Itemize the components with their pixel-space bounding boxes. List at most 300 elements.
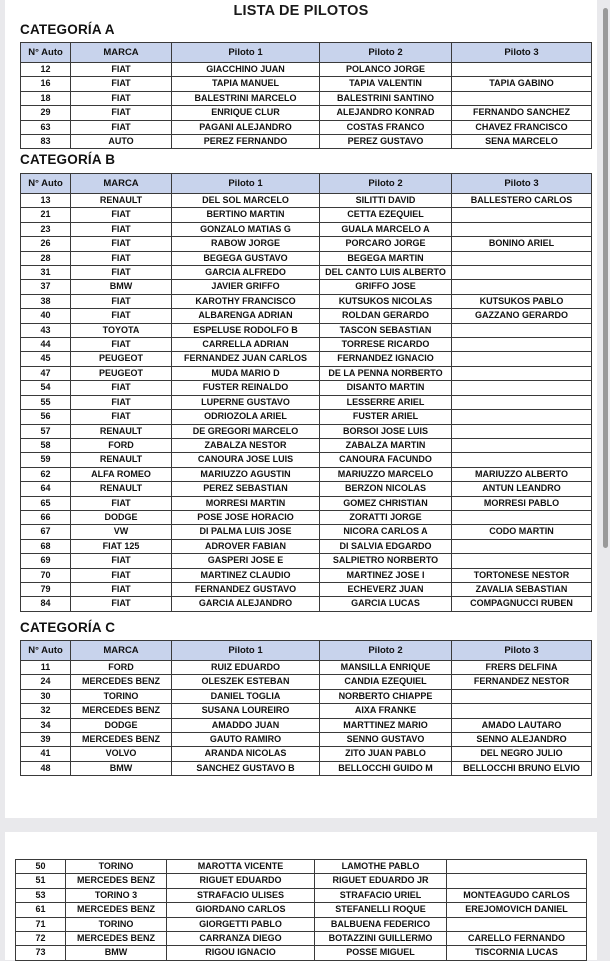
- brand-cell: RENAULT: [71, 453, 172, 467]
- pilot-3-cell: [452, 63, 592, 77]
- pilot-2-cell: GRIFFO JOSE: [320, 280, 452, 294]
- pilot-3-cell: [447, 917, 587, 931]
- table-row: [21, 438, 592, 452]
- car-number-cell: 66: [21, 510, 71, 524]
- pilot-1-cell: FUSTER REINALDO: [172, 381, 320, 395]
- pilot-2-cell: TORRESE RICARDO: [320, 338, 452, 352]
- car-number-cell: 44: [21, 338, 71, 352]
- pilot-1-cell: BERTINO MARTIN: [172, 208, 320, 222]
- car-number-cell: 29: [21, 106, 71, 120]
- pilot-2-cell: NICORA CARLOS A: [320, 525, 452, 539]
- table-row: [21, 194, 592, 208]
- pilot-2-cell: SILITTI DAVID: [320, 194, 452, 208]
- table-row: [21, 366, 592, 380]
- car-number-cell: 30: [21, 689, 71, 703]
- pilot-3-cell: [452, 424, 592, 438]
- brand-cell: FIAT: [71, 582, 172, 596]
- pilot-3-cell: TAPIA GABINO: [452, 77, 592, 91]
- document-page-1: [5, 0, 597, 818]
- table-row: [21, 582, 592, 596]
- pilot-2-cell: POLANCO JORGE: [320, 63, 452, 77]
- pilot-1-cell: MARIUZZO AGUSTIN: [172, 467, 320, 481]
- car-number-cell: 41: [21, 747, 71, 761]
- pilot-2-cell: FUSTER ARIEL: [320, 410, 452, 424]
- pilot-1-cell: ALBARENGA ADRIAN: [172, 309, 320, 323]
- car-number-cell: 47: [21, 366, 71, 380]
- header-pilot-1: Piloto 1: [172, 641, 320, 661]
- table-row: [21, 77, 592, 91]
- pilot-3-cell: BALLESTERO CARLOS: [452, 194, 592, 208]
- pilot-1-cell: TAPIA MANUEL: [172, 77, 320, 91]
- pilot-2-cell: BEGEGA MARTIN: [320, 251, 452, 265]
- brand-cell: FIAT: [71, 338, 172, 352]
- car-number-cell: 31: [21, 266, 71, 280]
- table-row: [21, 482, 592, 496]
- pilot-3-cell: DEL NEGRO JULIO: [452, 747, 592, 761]
- car-number-cell: 54: [21, 381, 71, 395]
- car-number-cell: 55: [21, 395, 71, 409]
- pilot-1-cell: GASPERI JOSE E: [172, 554, 320, 568]
- pilot-3-cell: BONINO ARIEL: [452, 237, 592, 251]
- pilot-1-cell: GIORGETTI PABLO: [167, 917, 315, 931]
- pilot-2-cell: PEREZ GUSTAVO: [320, 135, 452, 149]
- pilot-2-cell: CANOURA FACUNDO: [320, 453, 452, 467]
- pilot-3-cell: [452, 689, 592, 703]
- table-row: [21, 381, 592, 395]
- table-row: [21, 395, 592, 409]
- pilot-2-cell: MARTTINEZ MARIO: [320, 718, 452, 732]
- pilot-1-cell: AMADDO JUAN: [172, 718, 320, 732]
- brand-cell: FORD: [71, 438, 172, 452]
- table-row: [21, 323, 592, 337]
- brand-cell: FIAT: [71, 568, 172, 582]
- brand-cell: BMW: [71, 280, 172, 294]
- car-number-cell: 73: [16, 946, 66, 960]
- brand-cell: FIAT 125: [71, 539, 172, 553]
- table-row: [21, 352, 592, 366]
- pilot-2-cell: TAPIA VALENTIN: [320, 77, 452, 91]
- car-number-cell: 57: [21, 424, 71, 438]
- pilot-3-cell: FERNANDEZ NESTOR: [452, 675, 592, 689]
- pilot-1-cell: MARTINEZ CLAUDIO: [172, 568, 320, 582]
- header-pilot-1: Piloto 1: [172, 43, 320, 63]
- table-row: [21, 280, 592, 294]
- pilot-2-cell: BERZON NICOLAS: [320, 482, 452, 496]
- pilot-3-cell: FERNANDO SANCHEZ: [452, 106, 592, 120]
- pilot-3-cell: MARIUZZO ALBERTO: [452, 467, 592, 481]
- car-number-cell: 37: [21, 280, 71, 294]
- table-header-row: [21, 174, 592, 194]
- brand-cell: MERCEDES BENZ: [66, 874, 167, 888]
- pilot-2-cell: TASCON SEBASTIAN: [320, 323, 452, 337]
- table-row: [21, 410, 592, 424]
- category-c-title: CATEGORÍA C: [20, 620, 116, 635]
- pilot-2-cell: ZORATTI JORGE: [320, 510, 452, 524]
- table-row: [21, 63, 592, 77]
- pilot-3-cell: CODO MARTIN: [452, 525, 592, 539]
- table-row: [21, 424, 592, 438]
- pilot-1-cell: PEREZ SEBASTIAN: [172, 482, 320, 496]
- table-row: [16, 888, 587, 902]
- car-number-cell: 40: [21, 309, 71, 323]
- pilot-3-cell: [452, 222, 592, 236]
- category-b-title: CATEGORÍA B: [20, 152, 116, 167]
- table-row: [21, 568, 592, 582]
- table-row: [16, 917, 587, 931]
- car-number-cell: 84: [21, 597, 71, 611]
- pilot-2-cell: BELLOCCHI GUIDO M: [320, 761, 452, 775]
- brand-cell: TORINO: [66, 917, 167, 931]
- brand-cell: TORINO: [66, 860, 167, 874]
- car-number-cell: 50: [16, 860, 66, 874]
- car-number-cell: 59: [21, 453, 71, 467]
- pilot-2-cell: KUTSUKOS NICOLAS: [320, 294, 452, 308]
- pilot-2-cell: SENNO GUSTAVO: [320, 733, 452, 747]
- pilot-1-cell: KAROTHY FRANCISCO: [172, 294, 320, 308]
- pilot-3-cell: TORTONESE NESTOR: [452, 568, 592, 582]
- pilot-2-cell: BALBUENA FEDERICO: [315, 917, 447, 931]
- pilot-2-cell: CANDIA EZEQUIEL: [320, 675, 452, 689]
- pilot-1-cell: GONZALO MATIAS G: [172, 222, 320, 236]
- header-pilot-2: Piloto 2: [320, 43, 452, 63]
- pilot-1-cell: ODRIOZOLA ARIEL: [172, 410, 320, 424]
- pilot-3-cell: TISCORNIA LUCAS: [447, 946, 587, 960]
- brand-cell: TOYOTA: [71, 323, 172, 337]
- brand-cell: MERCEDES BENZ: [66, 932, 167, 946]
- header-pilot-3: Piloto 3: [452, 641, 592, 661]
- pilot-1-cell: DE GREGORI MARCELO: [172, 424, 320, 438]
- pilot-1-cell: JAVIER GRIFFO: [172, 280, 320, 294]
- brand-cell: FIAT: [71, 251, 172, 265]
- pilot-3-cell: [452, 91, 592, 105]
- pilot-3-cell: CARELLO FERNANDO: [447, 932, 587, 946]
- car-number-cell: 18: [21, 91, 71, 105]
- pilot-3-cell: CHAVEZ FRANCISCO: [452, 120, 592, 134]
- table-row: [21, 597, 592, 611]
- table-row: [21, 718, 592, 732]
- header-car-number: N° Auto: [21, 43, 71, 63]
- pilot-2-cell: GARCIA LUCAS: [320, 597, 452, 611]
- pilot-2-cell: BORSOI JOSE LUIS: [320, 424, 452, 438]
- pilot-1-cell: CARRELLA ADRIAN: [172, 338, 320, 352]
- pilot-2-cell: ECHEVERZ JUAN: [320, 582, 452, 596]
- pilot-1-cell: ARANDA NICOLAS: [172, 747, 320, 761]
- brand-cell: BMW: [66, 946, 167, 960]
- car-number-cell: 24: [21, 675, 71, 689]
- pilot-2-cell: STEFANELLI ROQUE: [315, 903, 447, 917]
- pilot-3-cell: [452, 352, 592, 366]
- pilot-1-cell: STRAFACIO ULISES: [167, 888, 315, 902]
- brand-cell: FIAT: [71, 77, 172, 91]
- brand-cell: MERCEDES BENZ: [71, 733, 172, 747]
- pilot-1-cell: BEGEGA GUSTAVO: [172, 251, 320, 265]
- category-a-title: CATEGORÍA A: [20, 22, 115, 37]
- table-row: [21, 704, 592, 718]
- header-car-number: N° Auto: [21, 174, 71, 194]
- car-number-cell: 13: [21, 194, 71, 208]
- car-number-cell: 71: [16, 917, 66, 931]
- table-row: [16, 860, 587, 874]
- car-number-cell: 16: [21, 77, 71, 91]
- pilot-1-cell: GAUTO RAMIRO: [172, 733, 320, 747]
- pilot-1-cell: FERNANDEZ JUAN CARLOS: [172, 352, 320, 366]
- car-number-cell: 58: [21, 438, 71, 452]
- car-number-cell: 72: [16, 932, 66, 946]
- pilot-1-cell: GIORDANO CARLOS: [167, 903, 315, 917]
- pilot-3-cell: AMADO LAUTARO: [452, 718, 592, 732]
- car-number-cell: 48: [21, 761, 71, 775]
- pilot-2-cell: NORBERTO CHIAPPE: [320, 689, 452, 703]
- pilot-3-cell: [452, 323, 592, 337]
- table-row: [21, 91, 592, 105]
- pilot-2-cell: PORCARO JORGE: [320, 237, 452, 251]
- brand-cell: ALFA ROMEO: [71, 467, 172, 481]
- table-row: [21, 496, 592, 510]
- table-header-row: [21, 43, 592, 63]
- header-brand: MARCA: [71, 641, 172, 661]
- brand-cell: FIAT: [71, 597, 172, 611]
- brand-cell: FIAT: [71, 266, 172, 280]
- brand-cell: RENAULT: [71, 482, 172, 496]
- pilot-1-cell: DEL SOL MARCELO: [172, 194, 320, 208]
- brand-cell: PEUGEOT: [71, 352, 172, 366]
- pilot-2-cell: POSSE MIGUEL: [315, 946, 447, 960]
- pilot-1-cell: ADROVER FABIAN: [172, 539, 320, 553]
- table-row: [21, 539, 592, 553]
- brand-cell: DODGE: [71, 718, 172, 732]
- pilot-3-cell: [452, 266, 592, 280]
- brand-cell: AUTO: [71, 135, 172, 149]
- brand-cell: RENAULT: [71, 424, 172, 438]
- header-pilot-2: Piloto 2: [320, 174, 452, 194]
- pilot-1-cell: RIGUET EDUARDO: [167, 874, 315, 888]
- brand-cell: TORINO: [71, 689, 172, 703]
- brand-cell: VOLVO: [71, 747, 172, 761]
- pilot-3-cell: [452, 366, 592, 380]
- pilot-3-cell: GAZZANO GERARDO: [452, 309, 592, 323]
- car-number-cell: 21: [21, 208, 71, 222]
- table-row: [21, 747, 592, 761]
- header-pilot-1: Piloto 1: [172, 174, 320, 194]
- pilot-3-cell: [452, 539, 592, 553]
- pilot-2-cell: COSTAS FRANCO: [320, 120, 452, 134]
- brand-cell: FIAT: [71, 208, 172, 222]
- pilot-3-cell: KUTSUKOS PABLO: [452, 294, 592, 308]
- table-row: [21, 135, 592, 149]
- car-number-cell: 79: [21, 582, 71, 596]
- pilot-1-cell: RABOW JORGE: [172, 237, 320, 251]
- brand-cell: MERCEDES BENZ: [71, 675, 172, 689]
- car-number-cell: 62: [21, 467, 71, 481]
- car-number-cell: 39: [21, 733, 71, 747]
- pilot-3-cell: [452, 410, 592, 424]
- table-header-row: [21, 641, 592, 661]
- car-number-cell: 64: [21, 482, 71, 496]
- pilot-3-cell: [452, 704, 592, 718]
- pilot-1-cell: POSE JOSE HORACIO: [172, 510, 320, 524]
- table-row: [21, 689, 592, 703]
- brand-cell: VW: [71, 525, 172, 539]
- table-row: [21, 525, 592, 539]
- table-row: [21, 338, 592, 352]
- table-row: [16, 946, 587, 960]
- car-number-cell: 70: [21, 568, 71, 582]
- table-row: [21, 467, 592, 481]
- pilot-2-cell: STRAFACIO URIEL: [315, 888, 447, 902]
- car-number-cell: 34: [21, 718, 71, 732]
- brand-cell: MERCEDES BENZ: [71, 704, 172, 718]
- pilot-3-cell: [447, 860, 587, 874]
- pilot-3-cell: [452, 208, 592, 222]
- table-row: [16, 903, 587, 917]
- brand-cell: FIAT: [71, 309, 172, 323]
- table-row: [21, 251, 592, 265]
- car-number-cell: 12: [21, 63, 71, 77]
- brand-cell: FIAT: [71, 91, 172, 105]
- pilot-3-cell: COMPAGNUCCI RUBEN: [452, 597, 592, 611]
- header-brand: MARCA: [71, 174, 172, 194]
- brand-cell: FIAT: [71, 410, 172, 424]
- brand-cell: DODGE: [71, 510, 172, 524]
- brand-cell: FIAT: [71, 120, 172, 134]
- pilot-3-cell: EREJOMOVICH DANIEL: [447, 903, 587, 917]
- table-row: [21, 554, 592, 568]
- document-title: LISTA DE PILOTOS: [233, 3, 369, 19]
- car-number-cell: 63: [21, 120, 71, 134]
- pilot-2-cell: DISANTO MARTIN: [320, 381, 452, 395]
- pilot-2-cell: CETTA EZEQUIEL: [320, 208, 452, 222]
- car-number-cell: 26: [21, 237, 71, 251]
- brand-cell: RENAULT: [71, 194, 172, 208]
- pilot-3-cell: [452, 280, 592, 294]
- pilot-2-cell: FERNANDEZ IGNACIO: [320, 352, 452, 366]
- car-number-cell: 83: [21, 135, 71, 149]
- pilot-3-cell: [452, 554, 592, 568]
- car-number-cell: 61: [16, 903, 66, 917]
- car-number-cell: 67: [21, 525, 71, 539]
- pilot-1-cell: MUDA MARIO D: [172, 366, 320, 380]
- vertical-scrollbar[interactable]: [603, 8, 608, 548]
- pilot-1-cell: ESPELUSE RODOLFO B: [172, 323, 320, 337]
- pilot-1-cell: MAROTTA VICENTE: [167, 860, 315, 874]
- pilot-1-cell: BALESTRINI MARCELO: [172, 91, 320, 105]
- pilot-1-cell: PEREZ FERNANDO: [172, 135, 320, 149]
- header-car-number: N° Auto: [21, 641, 71, 661]
- car-number-cell: 53: [16, 888, 66, 902]
- brand-cell: FIAT: [71, 381, 172, 395]
- category-c-table: [20, 640, 592, 776]
- table-row: [21, 733, 592, 747]
- pilot-3-cell: [452, 381, 592, 395]
- pilot-2-cell: DEL CANTO LUIS ALBERTO: [320, 266, 452, 280]
- pilot-1-cell: RIGOU IGNACIO: [167, 946, 315, 960]
- car-number-cell: 23: [21, 222, 71, 236]
- brand-cell: FIAT: [71, 222, 172, 236]
- pilot-2-cell: BALESTRINI SANTINO: [320, 91, 452, 105]
- pilot-3-cell: FRERS DELFINA: [452, 661, 592, 675]
- header-pilot-2: Piloto 2: [320, 641, 452, 661]
- category-a-table: [20, 42, 592, 149]
- car-number-cell: 38: [21, 294, 71, 308]
- pilot-2-cell: MARTINEZ JOSE I: [320, 568, 452, 582]
- pilot-3-cell: [452, 438, 592, 452]
- category-b-table: [20, 173, 592, 612]
- pilot-1-cell: OLESZEK ESTEBAN: [172, 675, 320, 689]
- pilot-2-cell: ZABALZA MARTIN: [320, 438, 452, 452]
- brand-cell: FIAT: [71, 63, 172, 77]
- pilot-3-cell: ANTUN LEANDRO: [452, 482, 592, 496]
- table-row: [21, 237, 592, 251]
- table-row: [21, 294, 592, 308]
- pilot-1-cell: SUSANA LOUREIRO: [172, 704, 320, 718]
- pilot-3-cell: BELLOCCHI BRUNO ELVIO: [452, 761, 592, 775]
- pilot-3-cell: MONTEAGUDO CARLOS: [447, 888, 587, 902]
- pilot-3-cell: [452, 453, 592, 467]
- table-row: [21, 510, 592, 524]
- table-row: [21, 106, 592, 120]
- pilot-2-cell: LESSERRE ARIEL: [320, 395, 452, 409]
- brand-cell: BMW: [71, 761, 172, 775]
- car-number-cell: 51: [16, 874, 66, 888]
- pilot-3-cell: SENA MARCELO: [452, 135, 592, 149]
- pilot-1-cell: ENRIQUE CLUR: [172, 106, 320, 120]
- table-row: [21, 222, 592, 236]
- brand-cell: TORINO 3: [66, 888, 167, 902]
- brand-cell: FIAT: [71, 554, 172, 568]
- brand-cell: FIAT: [71, 106, 172, 120]
- car-number-cell: 56: [21, 410, 71, 424]
- pilot-2-cell: RIGUET EDUARDO JR: [315, 874, 447, 888]
- pilot-1-cell: GARCIA ALFREDO: [172, 266, 320, 280]
- pilot-2-cell: ZITO JUAN PABLO: [320, 747, 452, 761]
- pilot-2-cell: ALEJANDRO KONRAD: [320, 106, 452, 120]
- pilot-2-cell: BOTAZZINI GUILLERMO: [315, 932, 447, 946]
- table-row: [16, 932, 587, 946]
- car-number-cell: 69: [21, 554, 71, 568]
- car-number-cell: 28: [21, 251, 71, 265]
- pilot-3-cell: [452, 251, 592, 265]
- brand-cell: PEUGEOT: [71, 366, 172, 380]
- brand-cell: FIAT: [71, 237, 172, 251]
- pilot-1-cell: DI PALMA LUIS JOSE: [172, 525, 320, 539]
- pilot-2-cell: ROLDAN GERARDO: [320, 309, 452, 323]
- pilot-2-cell: GOMEZ CHRISTIAN: [320, 496, 452, 510]
- pilot-3-cell: [452, 510, 592, 524]
- brand-cell: FIAT: [71, 395, 172, 409]
- pilot-3-cell: [452, 338, 592, 352]
- header-pilot-3: Piloto 3: [452, 174, 592, 194]
- category-c-continuation-table: [15, 859, 587, 961]
- pilot-1-cell: GARCIA ALEJANDRO: [172, 597, 320, 611]
- pilot-2-cell: MARIUZZO MARCELO: [320, 467, 452, 481]
- brand-cell: FIAT: [71, 496, 172, 510]
- pilot-2-cell: DI SALVIA EDGARDO: [320, 539, 452, 553]
- table-row: [21, 761, 592, 775]
- pilot-2-cell: SALPIETRO NORBERTO: [320, 554, 452, 568]
- pilot-1-cell: LUPERNE GUSTAVO: [172, 395, 320, 409]
- pilot-2-cell: MANSILLA ENRIQUE: [320, 661, 452, 675]
- header-pilot-3: Piloto 3: [452, 43, 592, 63]
- table-row: [21, 453, 592, 467]
- car-number-cell: 11: [21, 661, 71, 675]
- pilot-3-cell: ZAVALIA SEBASTIAN: [452, 582, 592, 596]
- pilot-2-cell: LAMOTHE PABLO: [315, 860, 447, 874]
- pilot-1-cell: PAGANI ALEJANDRO: [172, 120, 320, 134]
- table-row: [21, 675, 592, 689]
- brand-cell: MERCEDES BENZ: [66, 903, 167, 917]
- pilot-1-cell: CARRANZA DIEGO: [167, 932, 315, 946]
- pilot-2-cell: GUALA MARCELO A: [320, 222, 452, 236]
